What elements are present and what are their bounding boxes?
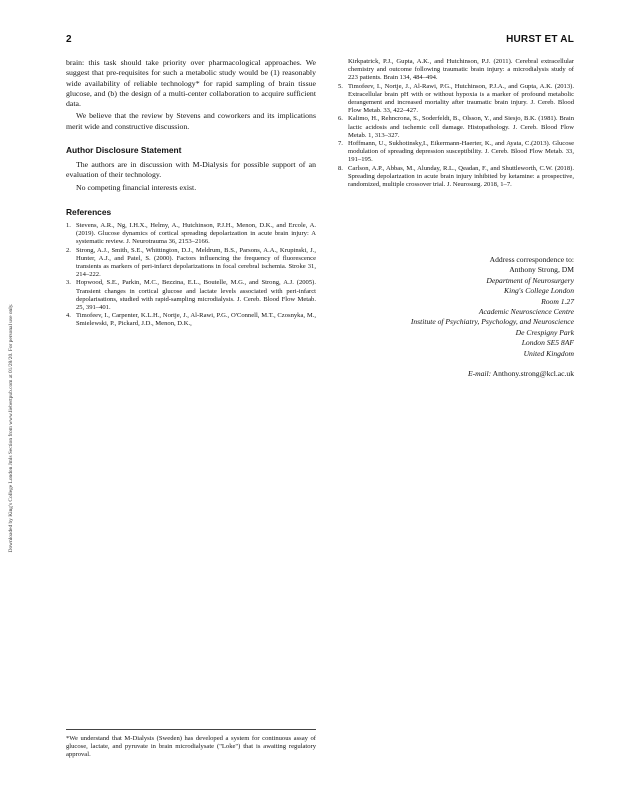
address-line: Institute of Psychiatry, Psychology, and Neuroscience	[410, 317, 574, 327]
page-number: 2	[66, 34, 72, 45]
reference-item	[338, 140, 574, 165]
address-line: Address correspondence to:	[489, 255, 574, 264]
reference-text: Stevens, A.R., Ng, I.H.X., Helmy, A., Hutchinson, P.J.H., Menon, D.K., and Ercole, A. (2019). Glucose dynamics of cortical spreading depolarization in acute brain injury: A systematic review. J. Neurotrauma 36, 2153–2166.	[76, 221, 316, 246]
address-line: Department of Neurosurgery	[486, 275, 574, 285]
address-line: London SE5 8AF	[521, 338, 574, 348]
running-head: HURST ET AL	[506, 34, 574, 45]
footnote: *We understand that M-Dialysis (Sweden) has developed a system for continuous assay of glucose, lactate, and pyruvate in brain microdialysate ("Loke") that is awaiting regulatory approval.	[66, 735, 316, 759]
address-line: De Crespigny Park	[515, 327, 574, 337]
reference-number: 3.	[66, 279, 71, 287]
download-notice	[4, 248, 18, 608]
reference-number: 1.	[66, 221, 71, 229]
reference-number: 8.	[338, 164, 343, 172]
reference-item	[338, 58, 574, 83]
reference-number: 4.	[66, 312, 71, 320]
reference-text: Hopwood, S.E., Parkin, M.C., Bezzina, E.L., Boutelle, M.G., and Strong, A.J. (2005). Transient changes in cortical glucose and lactate levels associated with peri-infarct depolarisations, studied with rapid-sampling microdialysis. J. Cereb. Blood Flow Metab. 25, 391–401.	[76, 279, 316, 311]
references-heading: References	[66, 206, 112, 217]
reference-number: 5.	[338, 82, 343, 90]
reference-item	[338, 115, 574, 140]
left-column	[66, 58, 316, 329]
reference-list-continued	[338, 58, 574, 189]
reference-text: Strong, A.J., Smith, S.E., Whittington, D.J., Meldrum, B.S., Parsons, A.A., Krupinski, J., Hunter, A.J., and Patel, S. (2000). Factors influencing the frequency of fluorescence transients as markers of peri-infarct depolarizations in focal cerebral ischemia. Stroke 31, 214–222.	[76, 246, 316, 279]
address-line: Room 1.27	[541, 296, 574, 306]
address-line: United Kingdom	[523, 348, 574, 358]
address-line: King's College London	[504, 286, 574, 296]
disclosure-paragraph: No competing financial interests exist.	[76, 182, 197, 192]
reference-text: Timofeev, I., Nortje, J., Al-Rawi, P.G., Hutchinson, P.J.A., and Gupta, A.K. (2013). Extracellular brain pH with or without hypoxia is a marker of profound metabolic derangement and increased mortality after traumatic brain injury. J. Cereb. Blood Flow Metab. 33, 422–427.	[348, 82, 574, 115]
right-column	[338, 58, 574, 189]
correspondence-address	[338, 255, 574, 379]
email-link[interactable]: Anthony.strong@kcl.ac.uk	[492, 369, 574, 379]
footnote-divider	[66, 729, 316, 730]
disclosure-heading: Author Disclosure Statement	[66, 145, 182, 156]
reference-text: Carlson, A.P., Abbas, M., Alunday, R.L., Qeadan, F., and Shuttleworth, C.W. (2018). Spreading depolarization in acute brain injury inhibited by ketamine: a prospective, randomized, multiple crossover trial. J. Neurosurg. 2018, 1–7.	[348, 164, 574, 189]
reference-text: Timofeev, I., Carpenter, K.L.H., Nortje, J., Al-Rawi, P.G., O'Connell, M.T., Czosnyka, M., Smielewski, P., Pickard, J.D., Menon, D.K.,	[76, 312, 316, 328]
reference-item	[66, 222, 316, 247]
reference-item	[66, 247, 316, 280]
reference-number: 7.	[338, 140, 343, 148]
author-name: Anthony Strong, DM	[509, 265, 574, 275]
reference-number: 2.	[66, 246, 71, 254]
reference-number: 6.	[338, 115, 343, 123]
body-paragraph: We believe that the review by Stevens and coworkers and its implications merit wide and constructive discussion.	[66, 111, 316, 131]
reference-list	[66, 222, 316, 329]
reference-text: Hoffmann, U., Sukhotinsky,I., Eikermann-Haerter, K., and Ayata, C.(2013). Glucose modulation of spreading depression susceptibility. J. Cereb. Blood Flow Metab. 33, 191–195.	[348, 140, 574, 164]
disclosure-paragraph: The authors are in discussion with M-Dialysis for possible support of an evaluation of their technology.	[66, 160, 316, 180]
reference-text: Kalimo, H., Rehncrona, S., Soderfeldt, B., Olsson, Y., and Siesjo, B.K. (1981). Brain lactic acidosis and ischemic cell damage. Histopathology. J. Cereb. Blood Flow Metab. 1, 313–327.	[348, 115, 574, 139]
email-line	[338, 369, 574, 379]
reference-item	[338, 165, 574, 190]
body-paragraph: brain: this task should take priority over pharmacological approaches. We suggest that pre-requisites for such a metabolic study would be (1) reasonably wide availability of reliable technology* for rapid sampling of brain tissue glucose, and (b) the design of a multi-center collaboration to acquire sufficient data.	[66, 58, 316, 109]
download-notice-text: Downloaded by King's College London Jmls Section from www.liebertpub.com at 01/28/20. For personal use only.	[8, 303, 14, 553]
address-line: Academic Neuroscience Centre	[478, 307, 574, 317]
reference-item	[66, 312, 316, 328]
reference-item	[66, 279, 316, 312]
reference-item	[338, 83, 574, 116]
email-label: E-mail:	[467, 369, 492, 379]
reference-text: Kirkpatrick, P.J., Gupta, A.K., and Hutchinson, P.J. (2011). Cerebral extracellular chemistry and outcome following traumatic brain injury: a microdialysis study of 223 patients. Brain 134, 484–494.	[348, 58, 574, 82]
